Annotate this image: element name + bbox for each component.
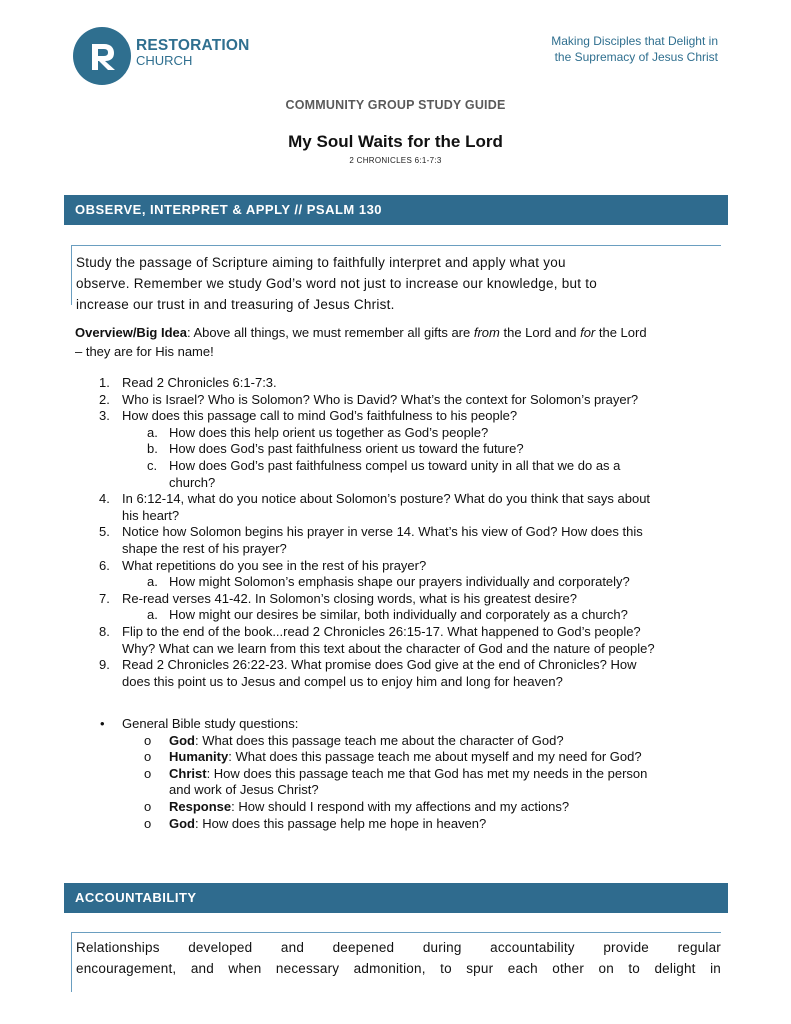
bullet-icon: • bbox=[100, 716, 105, 731]
question-item bbox=[75, 624, 725, 641]
general-question-items bbox=[75, 733, 725, 833]
guide-label: COMMUNITY GROUP STUDY GUIDE bbox=[285, 98, 506, 112]
sub-question-letter: a. bbox=[147, 424, 158, 440]
sub-question-text: How might Solomon’s emphasis shape our prayers individually and corporately? bbox=[169, 574, 630, 590]
intro-line: Study the passage of Scripture aiming to faithfully interpret and apply what you bbox=[76, 255, 566, 270]
question-number: 7. bbox=[99, 590, 110, 606]
question-text: Why? What can we learn from this text about the character of God and the nature of people? bbox=[122, 640, 655, 656]
general-question-item bbox=[75, 766, 725, 783]
overview-label: Overview/Big Idea bbox=[75, 325, 187, 340]
section-heading-accountability: ACCOUNTABILITY bbox=[64, 883, 728, 913]
question-text: Notice how Solomon begins his prayer in verse 14. What’s his view of God? How does this bbox=[122, 524, 643, 540]
question-item bbox=[75, 375, 725, 392]
general-question-text: : How should I respond with my affections and my actions? bbox=[231, 798, 570, 814]
overview-text: : Above all things, we must remember all gifts are bbox=[187, 325, 474, 340]
sub-question-item bbox=[75, 458, 725, 475]
general-question-term: God bbox=[169, 815, 195, 831]
question-number: 2. bbox=[99, 391, 110, 407]
circle-bullet-icon: o bbox=[144, 765, 152, 781]
question-text: Who is Israel? Who is Solomon? Who is David? What’s the context for Solomon’s prayer? bbox=[122, 391, 639, 407]
sub-question-letter: c. bbox=[147, 457, 158, 473]
question-number: 4. bbox=[99, 491, 110, 507]
overview-line: – they are for His name! bbox=[75, 344, 214, 359]
circle-bullet-icon: o bbox=[144, 798, 152, 814]
general-question-text: : What does this passage teach me about the character of God? bbox=[195, 732, 564, 748]
general-question-item bbox=[75, 782, 725, 799]
overview-text: the Lord and bbox=[499, 325, 581, 340]
intro-paragraph bbox=[71, 245, 721, 312]
question-text: In 6:12-14, what do you notice about Solomon’s posture? What do you think that says about bbox=[122, 491, 651, 507]
question-number: 3. bbox=[99, 408, 110, 424]
question-item bbox=[75, 657, 725, 674]
question-number: 9. bbox=[99, 657, 110, 673]
general-question-text: : How does this passage help me hope in heaven? bbox=[195, 815, 487, 831]
tagline-line1: Making Disciples that Delight in bbox=[551, 34, 718, 48]
question-text: his heart? bbox=[122, 507, 180, 523]
question-text: How does this passage call to mind God’s faithfulness to his people? bbox=[122, 408, 518, 424]
overview-paragraph bbox=[75, 323, 725, 361]
sub-question-text: How does this help orient us together as God’s people? bbox=[169, 424, 489, 440]
brand-name-line1: RESTORATION bbox=[136, 37, 250, 54]
question-list bbox=[75, 375, 725, 690]
brand-name bbox=[136, 38, 250, 67]
intro-line: observe. Remember we study God’s word not just to increase our knowledge, but to bbox=[76, 276, 598, 291]
general-question-term: Christ bbox=[169, 765, 207, 781]
general-question-text: : How does this passage teach me that God has met my needs in the person bbox=[206, 765, 648, 781]
sub-question-item bbox=[75, 425, 725, 442]
question-number: 8. bbox=[99, 623, 110, 639]
question-item bbox=[75, 491, 725, 508]
tagline-line2: the Supremacy of Jesus Christ bbox=[554, 50, 718, 64]
document-title: My Soul Waits for the Lord bbox=[288, 132, 503, 151]
general-question-item bbox=[75, 749, 725, 766]
general-question-item bbox=[75, 816, 725, 833]
sub-question-letter: a. bbox=[147, 574, 158, 590]
restoration-church-logo-icon bbox=[73, 27, 131, 85]
scripture-reference: 2 CHRONICLES 6:1-7:3 bbox=[349, 156, 442, 165]
question-text: Read 2 Chronicles 6:1-7:3. bbox=[122, 375, 277, 390]
intro-line: increase our trust in and treasuring of Jesus Christ. bbox=[76, 297, 395, 312]
overview-text: the Lord bbox=[595, 325, 647, 340]
sub-question-item bbox=[75, 441, 725, 458]
sub-question-item bbox=[75, 574, 725, 591]
general-questions-heading: General Bible study questions: bbox=[122, 716, 299, 731]
general-question-text: : What does this passage teach me about myself and my need for God? bbox=[228, 749, 642, 765]
question-item bbox=[75, 508, 725, 525]
accountability-text: Relationships developed and deepened during accountability provide regular bbox=[76, 940, 721, 955]
question-item bbox=[75, 558, 725, 575]
question-item bbox=[75, 591, 725, 608]
question-item bbox=[75, 541, 725, 558]
question-item bbox=[75, 674, 725, 691]
general-question-term: God bbox=[169, 732, 195, 748]
sub-question-text: How does God’s past faithfulness compel us toward unity in all that we do as a bbox=[169, 457, 621, 473]
general-question-item bbox=[75, 733, 725, 750]
general-question-term: Humanity bbox=[169, 749, 229, 765]
circle-bullet-icon: o bbox=[144, 749, 152, 765]
circle-bullet-icon: o bbox=[144, 732, 152, 748]
question-text: does this point us to Jesus and compel us to enjoy him and long for heaven? bbox=[122, 673, 563, 689]
circle-bullet-icon: o bbox=[144, 815, 152, 831]
question-number: 6. bbox=[99, 557, 110, 573]
question-item bbox=[75, 641, 725, 658]
sub-question-item bbox=[75, 607, 725, 624]
general-question-item bbox=[75, 799, 725, 816]
question-text: Read 2 Chronicles 26:22-23. What promise does God give at the end of Chronicles? How bbox=[122, 657, 637, 673]
accountability-paragraph bbox=[71, 932, 721, 992]
general-questions-heading-row bbox=[75, 716, 725, 733]
sub-question-letter: b. bbox=[147, 441, 158, 457]
sub-question-text: church? bbox=[169, 474, 216, 490]
accountability-text: encouragement, and when necessary admonition, to spur each other on to delight in bbox=[76, 961, 721, 976]
brand-name-line2: CHURCH bbox=[136, 53, 193, 68]
sub-question-item bbox=[75, 475, 725, 492]
accountability-line bbox=[76, 937, 721, 958]
question-number: 5. bbox=[99, 524, 110, 540]
question-text: Re-read verses 41-42. In Solomon’s closing words, what is his greatest desire? bbox=[122, 590, 577, 606]
church-tagline bbox=[551, 33, 718, 65]
question-number: 1. bbox=[99, 375, 110, 390]
question-item bbox=[75, 524, 725, 541]
question-text: What repetitions do you see in the rest of his prayer? bbox=[122, 557, 427, 573]
question-text: shape the rest of his prayer? bbox=[122, 540, 287, 556]
sub-question-text: How does God’s past faithfulness orient us toward the future? bbox=[169, 441, 524, 457]
question-text: Flip to the end of the book...read 2 Chronicles 26:15-17. What happened to God’s people? bbox=[122, 623, 641, 639]
general-question-text: and work of Jesus Christ? bbox=[169, 782, 319, 798]
overview-line bbox=[75, 323, 725, 342]
sub-question-text: How might our desires be similar, both individually and corporately as a church? bbox=[169, 607, 628, 623]
general-questions bbox=[75, 716, 725, 832]
overview-emphasis: for bbox=[580, 325, 596, 340]
general-question-term: Response bbox=[169, 798, 232, 814]
overview-emphasis: from bbox=[473, 325, 500, 340]
section-heading-observe: OBSERVE, INTERPRET & APPLY // PSALM 130 bbox=[64, 195, 728, 225]
accountability-line bbox=[76, 958, 721, 979]
question-item bbox=[75, 392, 725, 409]
question-item bbox=[75, 408, 725, 425]
sub-question-letter: a. bbox=[147, 607, 158, 623]
